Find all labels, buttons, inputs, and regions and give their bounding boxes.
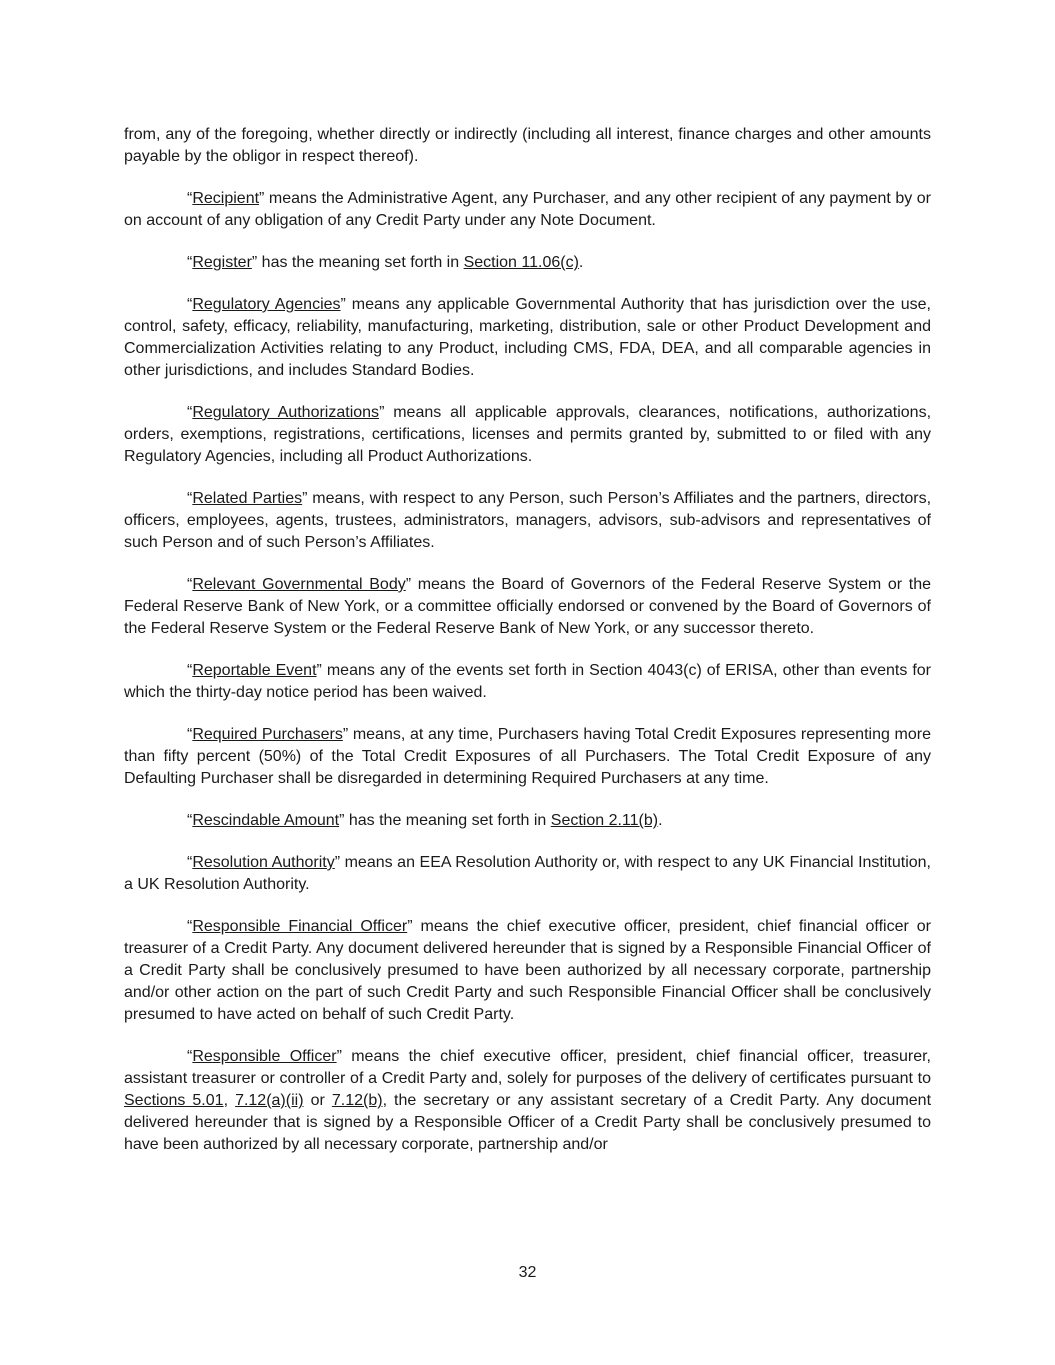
definition-text: ” means the Board of Governors of the Federal Reserve System or the Federal Reserve Bank of New York, or a committee officially endorsed or convened by the Board of Governors of the Federal Reserve System or the Federal Reserve Bank of New York, or any successor thereto. [124,576,932,637]
open-quote: “ [187,854,193,871]
open-quote: “ [187,190,193,207]
definition-responsible-financial-officer [124,916,931,1026]
definition-text: ” means the chief executive officer, president, chief financial officer or treasurer of a Credit Party. Any document delivered hereunder that is signed by a Responsible Financial Officer of a Credit Party shall be conclusively presumed to have been authorized by all necessary corporate, partnership and/or other action on the part of such Credit Party and such Responsible Financial Officer shall be conclusively presumed to have acted on behalf of such Credit Party. [124,918,931,1023]
definition-rescindable-amount [124,810,931,832]
definition-text: ” has the meaning set forth in [339,812,551,829]
reference-separator: or [303,1092,332,1109]
defined-term: Responsible Financial Officer [192,918,408,935]
definition-responsible-officer [124,1046,931,1156]
defined-term: Resolution Authority [192,854,335,871]
defined-term: Reportable Event [192,662,317,679]
open-quote: “ [187,812,193,829]
definition-register [124,252,931,274]
defined-term: Responsible Officer [192,1048,337,1065]
continuation-paragraph: from, any of the foregoing, whether directly or indirectly (including all interest, finance charges and other amounts payable by the obligor in respect thereof). [124,126,931,165]
defined-term: Regulatory Authorizations [192,404,380,421]
definition-text: ” means, with respect to any Person, such Person’s Affiliates and the partners, directors, officers, employees, agents, trustees, administrators, managers, advisors, sub-advisors and representatives of such Person and of such Person’s Affiliates. [124,490,932,551]
definition-text: ” means the Administrative Agent, any Purchaser, and any other recipient of any payment by or on account of any obligation of any Credit Party under any Note Document. [124,190,931,229]
definition-reportable-event [124,660,931,704]
open-quote: “ [187,404,193,421]
open-quote: “ [187,726,193,743]
definition-text: ” has the meaning set forth in [251,254,464,271]
open-quote: “ [187,918,193,935]
definition-regulatory-agencies [124,294,931,382]
section-reference: Section 11.06(c) [463,254,579,271]
defined-term: Rescindable Amount [192,812,340,829]
open-quote: “ [187,1048,193,1065]
page-number: 32 [518,1264,537,1281]
definition-required-purchasers [124,724,931,790]
section-reference: Sections 5.01 [124,1092,224,1109]
definition-text: ” means, at any time, Purchasers having Total Credit Exposures representing more than fifty percent (50%) of the Total Credit Exposures of all Purchasers. The Total Credit Exposure of any Defaulting Purchaser shall be disregarded in determining Required Purchasers at any time. [124,726,931,787]
section-reference: Section 2.11(b) [550,812,659,829]
definition-resolution-authority [124,852,931,896]
definition-recipient [124,188,931,232]
definition-text: ” means the chief executive officer, president, chief financial officer, treasurer, assistant treasurer or controller of a Credit Party and, solely for purposes of the delivery of certificates pursuant to [124,1048,932,1087]
open-quote: “ [187,490,193,507]
definition-text: ” means any of the events set forth in Section 4043(c) of ERISA, other than events for which the thirty-day notice period has been waived. [124,662,931,701]
open-quote: “ [187,576,193,593]
open-quote: “ [187,254,193,271]
definition-relevant-governmental-body [124,574,931,640]
definition-related-parties [124,488,931,554]
definition-regulatory-authorizations [124,402,931,468]
definition-text: ” means an EEA Resolution Authority or, with respect to any UK Financial Institution, a UK Resolution Authority. [124,854,931,893]
defined-term: Relevant Governmental Body [192,576,406,593]
definition-tail: , the secretary or any assistant secretary of a Credit Party. Any document delivered hereunder that is signed by a Responsible Officer of a Credit Party shall be conclusively presumed to have been authorized by all necessary corporate, partnership and/or [124,1092,932,1153]
defined-term: Regulatory Agencies [192,296,341,313]
definition-text: ” means any applicable Governmental Authority that has jurisdiction over the use, control, safety, efficacy, reliability, manufacturing, marketing, distribution, sale or other Product Development and Commercialization Activities relating to any Product, including CMS, FDA, DEA, and all comparable agencies in other jurisdictions, and includes Standard Bodies. [124,296,932,379]
defined-term: Register [192,254,252,271]
definition-tail: . [578,254,584,271]
section-reference: 7.12(a)(ii) [235,1092,304,1109]
reference-separator: , [223,1092,236,1109]
section-reference: 7.12(b) [331,1092,383,1109]
defined-term: Related Parties [192,490,303,507]
definition-text: ” means all applicable approvals, clearances, notifications, authorizations, orders, exemptions, registrations, certifications, licenses and permits granted by, submitted to or filed with any Regulatory Agencies, including all Product Authorizations. [124,404,932,465]
open-quote: “ [187,662,193,679]
definition-tail: . [658,812,663,829]
defined-term: Recipient [192,190,260,207]
open-quote: “ [187,296,193,313]
defined-term: Required Purchasers [192,726,343,743]
page-body [124,124,931,1176]
